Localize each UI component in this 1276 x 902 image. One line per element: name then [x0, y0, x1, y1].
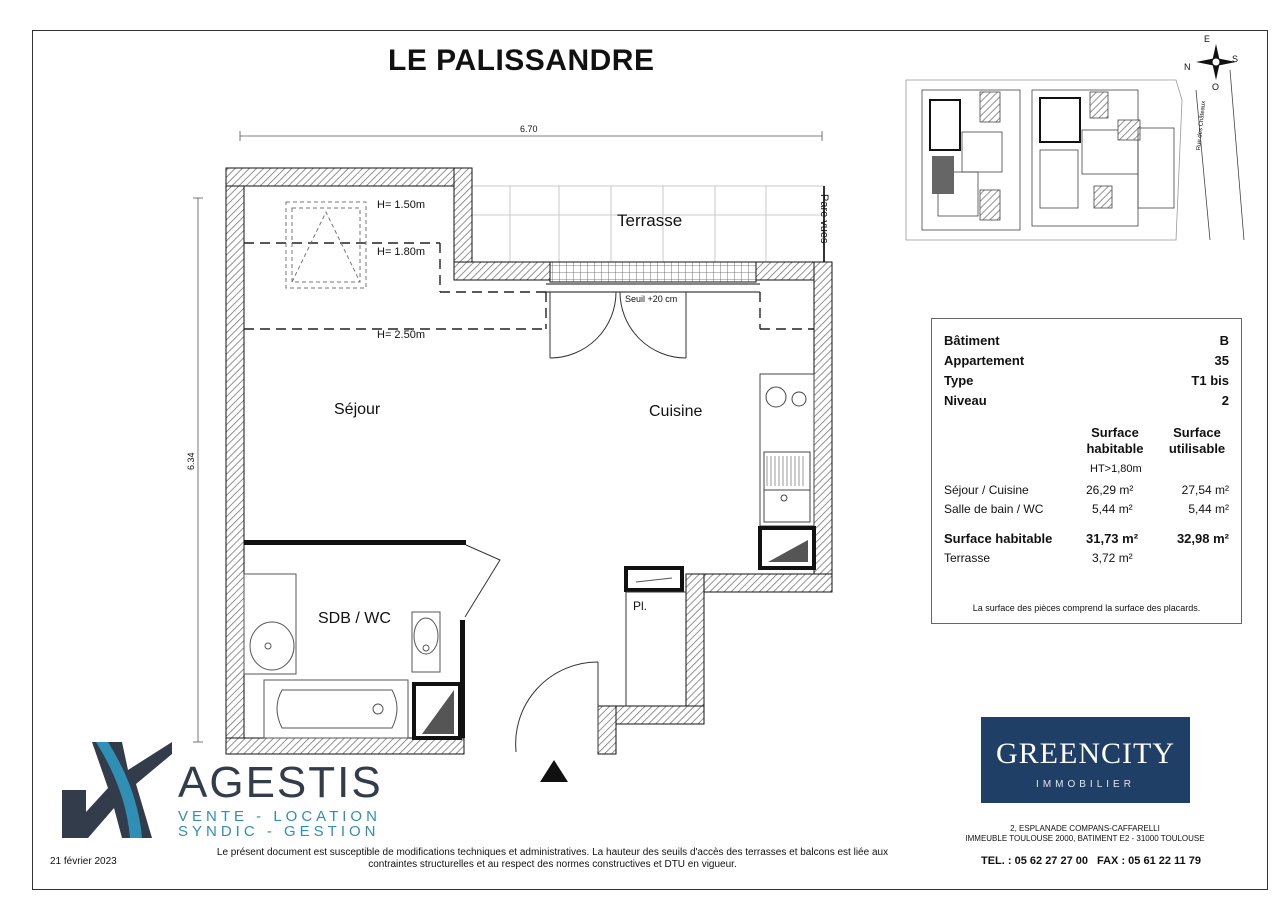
site-plan-highlight: [932, 156, 954, 194]
niveau-label: Niveau: [944, 393, 987, 408]
agestis-tagline-2: SYNDIC - GESTION: [178, 823, 380, 840]
total-util: 32,98 m²: [1176, 531, 1229, 546]
terrasse-value: 3,72 m²: [1092, 551, 1133, 565]
site-street-label: Rue des Châteaux: [1196, 100, 1208, 151]
address-line-2: IMMEUBLE TOULOUSE 2000, BATIMENT E2 - 31000 TOULOUSE: [965, 834, 1205, 843]
exterior-walls: [226, 168, 832, 754]
bathroom-shaft: [414, 684, 460, 738]
batiment-label: Bâtiment: [944, 333, 1000, 348]
entry-arrow-icon: [540, 760, 568, 782]
col-header-utilisable: [1152, 425, 1242, 457]
kitchen-counter: [760, 374, 814, 526]
row-hab: 26,29 m²: [1086, 483, 1134, 497]
dimension-height: 6.34: [186, 452, 196, 470]
disclaimer: [205, 847, 900, 871]
kitchen-shaft: [760, 528, 814, 568]
greencity-tel: TEL. : 05 62 27 27 00: [981, 855, 1089, 867]
agestis-logo-icon: [62, 742, 172, 838]
document-date: 21 février 2023: [50, 856, 117, 867]
appartement-label: Appartement: [944, 353, 1025, 368]
greencity-name: GREENCITY: [996, 737, 1175, 770]
dimension-width: 6.70: [520, 124, 538, 134]
site-plan-thumbnail: [906, 70, 1244, 240]
ceiling-height-lines: [244, 243, 814, 329]
bathtub: [264, 680, 408, 738]
apartment-info-box: [931, 318, 1242, 624]
col-header-habitable: [1070, 425, 1160, 457]
col2-line2: utilisable: [1168, 441, 1226, 456]
compass-east: E: [1204, 34, 1211, 44]
compass-south: S: [1232, 54, 1239, 64]
address-line-1: 2, ESPLANADE COMPANS-CAFFARELLI: [1010, 824, 1160, 833]
height-label-1: H= 1.50m: [377, 199, 425, 211]
room-placard: Pl.: [633, 599, 648, 613]
disclaimer-line-1: Le présent document est susceptible de modifications techniques et administratives. La hauteur des seuils d'accès des terrasses et balcons est liée aux: [216, 847, 889, 858]
greencity-fax: FAX : 05 61 22 11 79: [1097, 855, 1201, 867]
agestis-tagline-1: VENTE - LOCATION: [178, 808, 381, 825]
row-terrasse: [944, 551, 1229, 569]
type-label: Type: [944, 373, 974, 388]
toilet: [412, 612, 440, 672]
row-util: 27,54 m²: [1181, 483, 1229, 497]
height-label-2: H= 1.80m: [377, 246, 425, 258]
bay-window-railing: [550, 262, 756, 282]
row-label: Salle de bain / WC: [944, 502, 1044, 516]
pare-vues-label: Pare vues: [818, 194, 830, 244]
washbasin: [244, 574, 296, 674]
height-label-3: H= 2.50m: [377, 329, 425, 341]
agestis-name: AGESTIS: [178, 758, 383, 807]
info-note: La surface des pièces comprend la surface des placards.: [972, 603, 1201, 613]
disclaimer-line-2: contraintes structurelles et au respect des normes constructives et DTU en vigueur.: [368, 859, 737, 870]
seuil-label: Seuil +20 cm: [625, 294, 678, 304]
entry-door: [516, 662, 598, 752]
total-label: Surface habitable: [944, 531, 1053, 546]
row-sejour-cuisine: [944, 483, 1229, 501]
row-util: 5,44 m²: [1188, 502, 1229, 516]
room-sdb: SDB / WC: [318, 610, 391, 627]
bathroom-door: [465, 545, 500, 617]
terrasse-label: Terrasse: [944, 551, 991, 565]
ht-note: HT>1,80m: [1090, 463, 1142, 475]
total-hab: 31,73 m²: [1086, 531, 1139, 546]
compass-west: O: [1212, 82, 1220, 92]
row-sdb-wc: [944, 502, 1229, 520]
greencity-address: [960, 824, 1210, 844]
row-label: Séjour / Cuisine: [944, 483, 1029, 497]
appartement-value: 35: [1214, 353, 1229, 368]
row-total: [944, 531, 1229, 549]
placard: [626, 568, 686, 706]
dimension-lines: [193, 131, 822, 742]
room-sejour: Séjour: [334, 401, 381, 418]
type-value: T1 bis: [1191, 373, 1229, 388]
col1-line2: habitable: [1086, 441, 1144, 456]
greencity-logo: [981, 717, 1190, 803]
col2-line1: Surface: [1173, 425, 1221, 440]
room-cuisine: Cuisine: [649, 403, 703, 420]
niveau-value: 2: [1221, 393, 1229, 408]
row-hab: 5,44 m²: [1092, 502, 1133, 516]
compass-north: N: [1184, 62, 1191, 72]
page-title: LE PALISSANDRE: [388, 44, 655, 77]
col1-line1: Surface: [1091, 425, 1139, 440]
batiment-value: B: [1219, 333, 1229, 348]
greencity-sub: IMMOBILIER: [1036, 779, 1135, 790]
room-terrasse: Terrasse: [617, 211, 683, 230]
skylight: [286, 202, 366, 288]
